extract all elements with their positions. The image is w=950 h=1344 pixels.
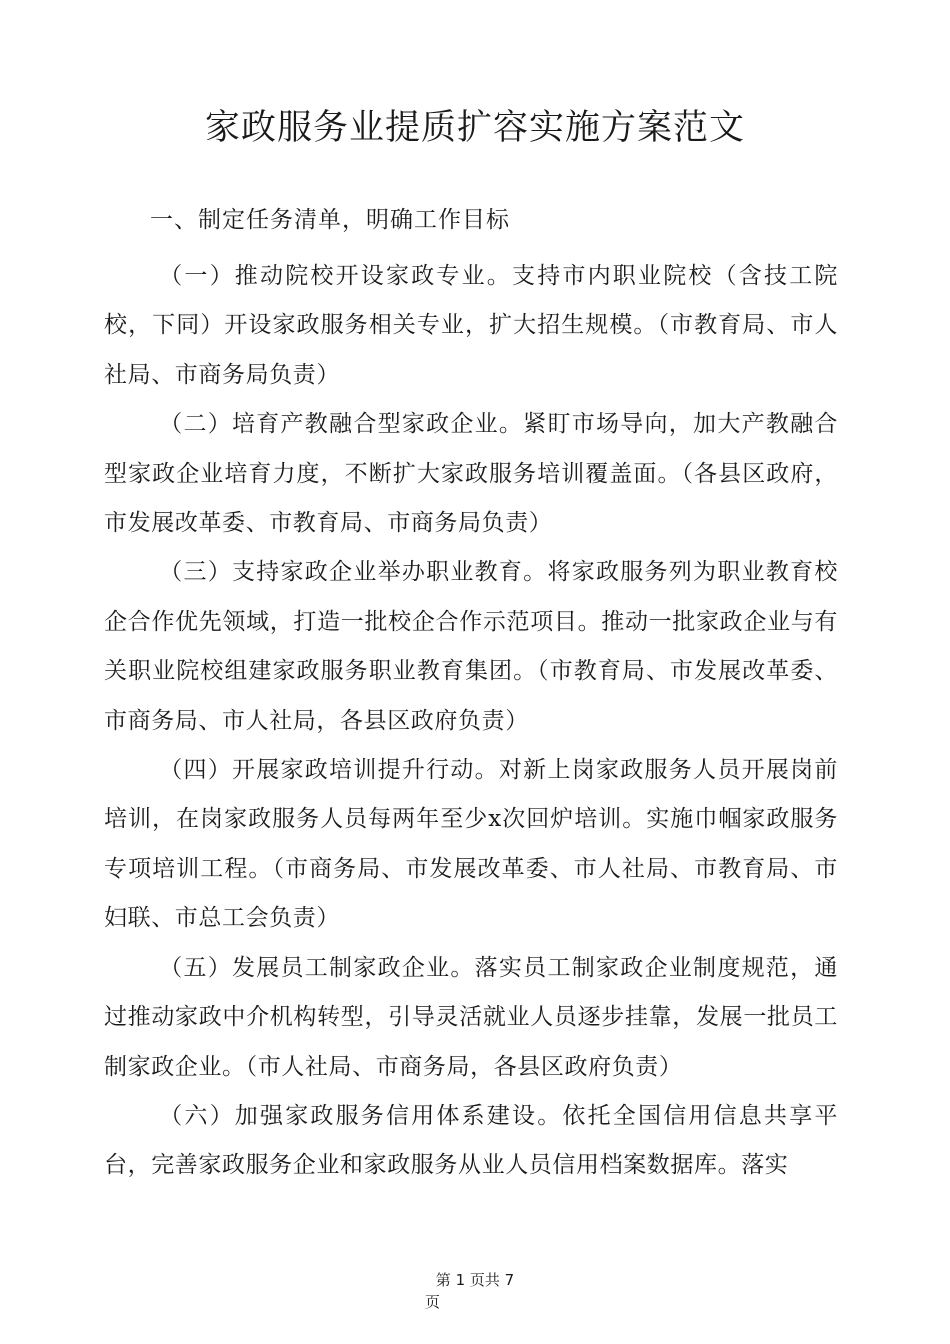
paragraph-6: （六）加强家政服务信用体系建设。依托全国信用信息共享平台，完善家政服务企业和家政服务从业人员信用档案数据库。落实 xyxy=(104,1102,838,1179)
section-heading: 一、制定任务清单，明确工作目标 xyxy=(150,207,510,233)
document-title: 家政服务业提质扩容实施方案范文 xyxy=(204,108,745,148)
document-body xyxy=(104,252,838,1191)
paragraph-2: （二）培育产教融合型家政企业。紧盯市场导向，加大产教融合型家政企业培育力度，不断扩大家政服务培训覆盖面。（各县区政府，市发展改革委、市教育局、市商务局负责） xyxy=(104,411,838,537)
page-number-suffix: 页 xyxy=(425,1293,441,1311)
paragraph-4: （四）开展家政培训提升行动。对新上岗家政服务人员开展岗前培训，在岗家政服务人员每两年至少x次回炉培训。实施巾帼家政服务专项培训工程。（市商务局、市发展改革委、市人社局、市教育局、市妇联、市总工会负责） xyxy=(104,757,838,932)
paragraph-5: （五）发展员工制家政企业。落实员工制家政企业制度规范，通过推动家政中介机构转型，引导灵活就业人员逐步挂靠，发展一批员工制家政企业。（市人社局、市商务局，各县区政府负责） xyxy=(104,954,838,1080)
paragraph-3: （三）支持家政企业举办职业教育。将家政服务列为职业教育校企合作优先领域，打造一批校企合作示范项目。推动一批家政企业与有关职业院校组建家政服务职业教育集团。（市教育局、市发展改革委、市商务局、市人社局，各县区政府负责） xyxy=(104,559,838,734)
paragraph-1: （一）推动院校开设家政专业。支持市内职业院校（含技工院校，下同）开设家政服务相关专业，扩大招生规模。（市教育局、市人社局、市商务局负责） xyxy=(104,263,838,388)
page-number: 第 1 页共 7 xyxy=(435,1271,515,1289)
